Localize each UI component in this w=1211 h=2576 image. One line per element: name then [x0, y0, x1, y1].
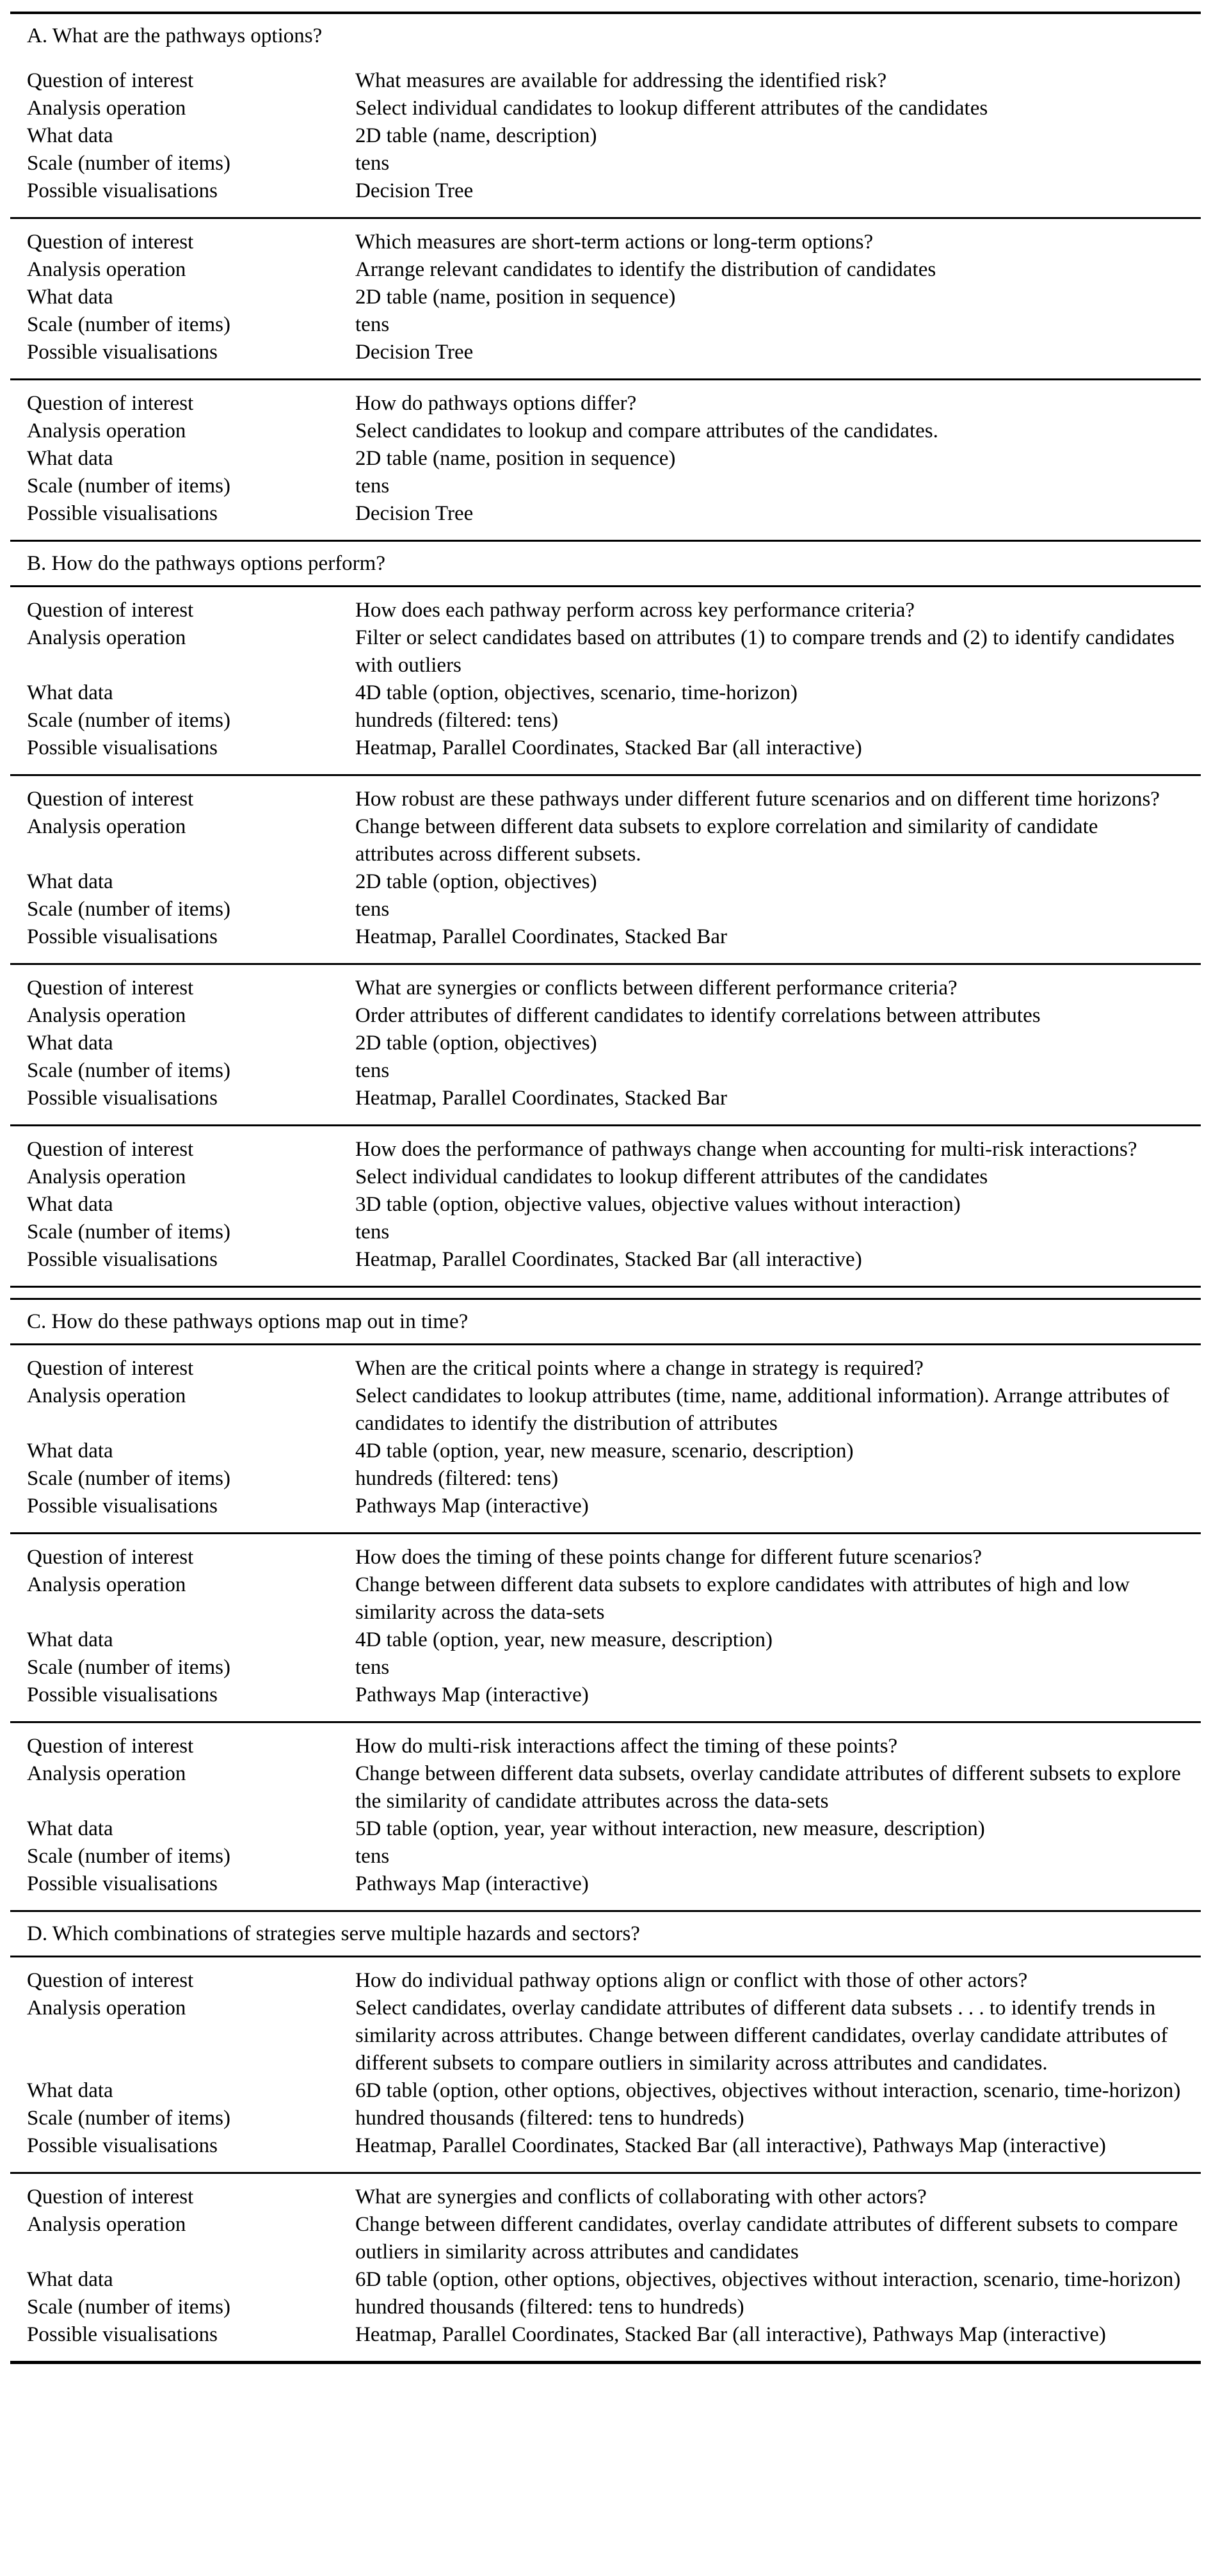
table-row-question-of-interest: [27, 975, 1184, 1002]
row-label-analysis-operation: Analysis operation: [27, 258, 186, 281]
table-row-possible-visualisations: [27, 923, 1184, 951]
task-block: [10, 1124, 1201, 1286]
row-value-scale-number-of-items: tens: [355, 313, 390, 336]
row-value-analysis-operation: Change between different candidates, overlay candidate attributes of different subsets to compare outliers in similarity across attributes and candidates: [355, 2213, 1178, 2264]
table-row-scale-number-of-items: [27, 473, 1184, 500]
row-label-what-data: What data: [27, 681, 113, 704]
row-value-possible-visualisations: Pathways Map (interactive): [355, 1495, 589, 1518]
row-value-what-data: 2D table (option, objectives): [355, 1032, 597, 1055]
table-row-scale-number-of-items: [27, 1654, 1184, 1681]
row-label-what-data: What data: [27, 1193, 113, 1216]
table-row-scale-number-of-items: [27, 1057, 1184, 1085]
row-label-possible-visualisations: Possible visualisations: [27, 2323, 218, 2346]
table-row-possible-visualisations: [27, 339, 1184, 366]
row-label-possible-visualisations: Possible visualisations: [27, 1248, 218, 1271]
table-row-what-data: [27, 2077, 1184, 2105]
row-value-scale-number-of-items: tens: [355, 152, 390, 175]
row-value-what-data: 3D table (option, objective values, objective values without interaction): [355, 1193, 961, 1216]
task-block: [10, 378, 1201, 540]
row-value-analysis-operation: Filter or select candidates based on attributes (1) to compare trends and (2) to identify candidates with outliers: [355, 626, 1175, 677]
table-row-scale-number-of-items: [27, 1219, 1184, 1246]
table-row-what-data: [27, 679, 1184, 707]
table-row-question-of-interest: [27, 1355, 1184, 1382]
row-label-what-data: What data: [27, 447, 113, 470]
row-label-what-data: What data: [27, 1817, 113, 1840]
row-value-scale-number-of-items: tens: [355, 474, 390, 498]
row-label-what-data: What data: [27, 870, 113, 893]
row-value-what-data: 2D table (name, position in sequence): [355, 286, 676, 309]
table-row-possible-visualisations: [27, 1870, 1184, 1898]
table-row-question-of-interest: [27, 1136, 1184, 1163]
table-row-what-data: [27, 1030, 1184, 1057]
row-label-analysis-operation: Analysis operation: [27, 1004, 186, 1027]
row-value-question-of-interest: How robust are these pathways under different future scenarios and on different time horizons?: [355, 788, 1160, 811]
row-value-scale-number-of-items: hundreds (filtered: tens): [355, 1467, 559, 1490]
row-label-question-of-interest: Question of interest: [27, 1546, 194, 1569]
row-label-analysis-operation: Analysis operation: [27, 1165, 186, 1188]
task-block: [10, 963, 1201, 1124]
row-value-what-data: 2D table (option, objectives): [355, 870, 597, 893]
table-row-analysis-operation: [27, 624, 1184, 679]
task-block: [10, 587, 1201, 774]
row-value-scale-number-of-items: hundreds (filtered: tens): [355, 709, 559, 732]
task-block: [10, 1345, 1201, 1532]
row-value-question-of-interest: How do multi-risk interactions affect the timing of these points?: [355, 1735, 898, 1758]
table-row-question-of-interest: [27, 1967, 1184, 1995]
row-value-analysis-operation: Change between different data subsets to explore candidates with attributes of high and low similarity across the data-sets: [355, 1573, 1130, 1624]
table-row-question-of-interest: [27, 597, 1184, 624]
row-label-possible-visualisations: Possible visualisations: [27, 502, 218, 525]
table-row-what-data: [27, 1626, 1184, 1654]
row-label-analysis-operation: Analysis operation: [27, 419, 186, 442]
row-label-question-of-interest: Question of interest: [27, 788, 194, 811]
table-row-analysis-operation: [27, 95, 1184, 122]
section-header-a: A. What are the pathways options?: [27, 24, 323, 47]
row-value-analysis-operation: Select candidates to lookup and compare attributes of the candidates.: [355, 419, 938, 442]
table-row-question-of-interest: [27, 786, 1184, 813]
table-row-possible-visualisations: [27, 1246, 1184, 1274]
row-label-possible-visualisations: Possible visualisations: [27, 925, 218, 948]
table-row-scale-number-of-items: [27, 311, 1184, 339]
table-row-possible-visualisations: [27, 734, 1184, 762]
table-row-question-of-interest: [27, 1733, 1184, 1760]
row-label-possible-visualisations: Possible visualisations: [27, 1872, 218, 1895]
table-row-what-data: [27, 122, 1184, 150]
row-label-analysis-operation: Analysis operation: [27, 2213, 186, 2236]
table-row-question-of-interest: [27, 2183, 1184, 2211]
row-value-possible-visualisations: Pathways Map (interactive): [355, 1683, 589, 1706]
row-label-possible-visualisations: Possible visualisations: [27, 1495, 218, 1518]
row-value-possible-visualisations: Decision Tree: [355, 179, 474, 202]
table-row-analysis-operation: [27, 813, 1184, 868]
row-label-question-of-interest: Question of interest: [27, 2185, 194, 2208]
row-value-analysis-operation: Select candidates to lookup attributes (time, name, additional information). Arrange attributes of candidates to identify the distribution of attributes: [355, 1384, 1169, 1435]
table-row-analysis-operation: [27, 1760, 1184, 1815]
section-header-d: D. Which combinations of strategies serve multiple hazards and sectors?: [10, 1912, 1201, 1957]
row-value-possible-visualisations: Heatmap, Parallel Coordinates, Stacked Bar (all interactive): [355, 736, 862, 759]
table-row-question-of-interest: [27, 1544, 1184, 1571]
row-value-question-of-interest: When are the critical points where a change in strategy is required?: [355, 1357, 924, 1380]
row-label-scale-number-of-items: Scale (number of items): [27, 152, 230, 175]
row-label-scale-number-of-items: Scale (number of items): [27, 898, 230, 921]
table-row-what-data: [27, 1438, 1184, 1465]
section-b: [10, 542, 1201, 1288]
table-row-question-of-interest: [27, 229, 1184, 256]
table-row-scale-number-of-items: [27, 2294, 1184, 2321]
row-label-what-data: What data: [27, 1032, 113, 1055]
table-row-analysis-operation: [27, 417, 1184, 445]
row-label-question-of-interest: Question of interest: [27, 1969, 194, 1992]
row-label-analysis-operation: Analysis operation: [27, 1384, 186, 1407]
task-block: [10, 1957, 1201, 2172]
section-d: [10, 1912, 1201, 2364]
row-value-possible-visualisations: Pathways Map (interactive): [355, 1872, 589, 1895]
row-label-what-data: What data: [27, 1439, 113, 1462]
row-value-what-data: 4D table (option, objectives, scenario, time-horizon): [355, 681, 798, 704]
table-row-analysis-operation: [27, 1995, 1184, 2077]
task-block: [10, 58, 1201, 217]
row-label-question-of-interest: Question of interest: [27, 392, 194, 415]
row-value-scale-number-of-items: tens: [355, 1220, 390, 1243]
task-block: [10, 1532, 1201, 1721]
table-row-possible-visualisations: [27, 500, 1184, 528]
row-value-possible-visualisations: Heatmap, Parallel Coordinates, Stacked Bar (all interactive), Pathways Map (interactive): [355, 2134, 1106, 2157]
table-row-what-data: [27, 284, 1184, 311]
table-row-question-of-interest: [27, 67, 1184, 95]
row-value-question-of-interest: How does the performance of pathways change when accounting for multi-risk interactions?: [355, 1138, 1137, 1161]
row-label-possible-visualisations: Possible visualisations: [27, 179, 218, 202]
row-value-question-of-interest: How do pathways options differ?: [355, 392, 637, 415]
row-value-possible-visualisations: Heatmap, Parallel Coordinates, Stacked Bar: [355, 1087, 727, 1110]
row-label-possible-visualisations: Possible visualisations: [27, 1683, 218, 1706]
row-label-possible-visualisations: Possible visualisations: [27, 341, 218, 364]
table-row-question-of-interest: [27, 390, 1184, 417]
row-label-scale-number-of-items: Scale (number of items): [27, 313, 230, 336]
table-row-analysis-operation: [27, 2211, 1184, 2266]
pathways-requirements-table: [10, 12, 1201, 2364]
task-block: [10, 774, 1201, 963]
table-row-scale-number-of-items: [27, 707, 1184, 734]
table-row-possible-visualisations: [27, 177, 1184, 205]
row-label-what-data: What data: [27, 2268, 113, 2291]
row-value-analysis-operation: Arrange relevant candidates to identify the distribution of candidates: [355, 258, 936, 281]
row-value-question-of-interest: How does the timing of these points change for different future scenarios?: [355, 1546, 982, 1569]
row-label-what-data: What data: [27, 2079, 113, 2102]
table-row-scale-number-of-items: [27, 1843, 1184, 1870]
row-label-scale-number-of-items: Scale (number of items): [27, 1467, 230, 1490]
task-block: [10, 2172, 1201, 2361]
row-label-analysis-operation: Analysis operation: [27, 97, 186, 120]
row-value-analysis-operation: Change between different data subsets to explore correlation and similarity of candidate attributes across different subsets.: [355, 815, 1098, 866]
row-label-what-data: What data: [27, 124, 113, 147]
table-row-what-data: [27, 2266, 1184, 2294]
row-value-possible-visualisations: Heatmap, Parallel Coordinates, Stacked Bar (all interactive), Pathways Map (interactive): [355, 2323, 1106, 2346]
table-row-scale-number-of-items: [27, 2105, 1184, 2132]
row-value-what-data: 6D table (option, other options, objectives, objectives without interaction, scenario, time-horizon): [355, 2268, 1181, 2291]
row-value-question-of-interest: What measures are available for addressing the identified risk?: [355, 69, 887, 92]
row-value-scale-number-of-items: tens: [355, 1059, 390, 1082]
row-label-scale-number-of-items: Scale (number of items): [27, 2107, 230, 2130]
table-row-possible-visualisations: [27, 2132, 1184, 2160]
row-value-question-of-interest: What are synergies and conflicts of collaborating with other actors?: [355, 2185, 927, 2208]
row-label-possible-visualisations: Possible visualisations: [27, 2134, 218, 2157]
row-label-question-of-interest: Question of interest: [27, 1735, 194, 1758]
task-block: [10, 217, 1201, 378]
row-value-scale-number-of-items: tens: [355, 1845, 390, 1868]
row-label-scale-number-of-items: Scale (number of items): [27, 474, 230, 498]
table-row-analysis-operation: [27, 1163, 1184, 1191]
row-value-what-data: 4D table (option, year, new measure, description): [355, 1628, 773, 1651]
section-header-c: C. How do these pathways options map out in time?: [10, 1300, 1201, 1345]
table-row-analysis-operation: [27, 256, 1184, 284]
row-value-analysis-operation: Select individual candidates to lookup different attributes of the candidates: [355, 97, 988, 120]
task-block: [10, 1721, 1201, 1910]
row-value-what-data: 5D table (option, year, year without interaction, new measure, description): [355, 1817, 985, 1840]
table-row-possible-visualisations: [27, 1493, 1184, 1520]
row-label-question-of-interest: Question of interest: [27, 231, 194, 254]
row-label-question-of-interest: Question of interest: [27, 1138, 194, 1161]
table-row-analysis-operation: [27, 1571, 1184, 1626]
row-value-what-data: 2D table (name, description): [355, 124, 597, 147]
table-row-what-data: [27, 445, 1184, 473]
row-value-possible-visualisations: Decision Tree: [355, 341, 474, 364]
table-row-possible-visualisations: [27, 2321, 1184, 2349]
row-value-question-of-interest: How do individual pathway options align or conflict with those of other actors?: [355, 1969, 1028, 1992]
row-value-possible-visualisations: Heatmap, Parallel Coordinates, Stacked Bar (all interactive): [355, 1248, 862, 1271]
table-row-what-data: [27, 1191, 1184, 1219]
table-row-what-data: [27, 1815, 1184, 1843]
row-value-analysis-operation: Select candidates, overlay candidate attributes of different data subsets . . . to identify trends in similarity across attributes. Change between different candidates, overlay candidate attributes of different subsets to compare outliers in similarity across attributes and candidates.: [355, 1997, 1168, 2075]
table-row-possible-visualisations: [27, 1681, 1184, 1709]
section-header-b: B. How do the pathways options perform?: [10, 542, 1201, 587]
row-label-analysis-operation: Analysis operation: [27, 1762, 186, 1785]
table-row-scale-number-of-items: [27, 1465, 1184, 1493]
row-label-question-of-interest: Question of interest: [27, 976, 194, 1000]
section-a: [10, 14, 1201, 542]
row-value-scale-number-of-items: tens: [355, 1656, 390, 1679]
row-value-question-of-interest: What are synergies or conflicts between different performance criteria?: [355, 976, 958, 1000]
row-value-question-of-interest: How does each pathway perform across key performance criteria?: [355, 599, 915, 622]
section-c: [10, 1298, 1201, 1912]
row-value-scale-number-of-items: hundred thousands (filtered: tens to hundreds): [355, 2296, 744, 2319]
row-value-what-data: 2D table (name, position in sequence): [355, 447, 676, 470]
row-label-scale-number-of-items: Scale (number of items): [27, 1059, 230, 1082]
table-row-possible-visualisations: [27, 1085, 1184, 1112]
row-label-scale-number-of-items: Scale (number of items): [27, 1656, 230, 1679]
row-value-scale-number-of-items: hundred thousands (filtered: tens to hundreds): [355, 2107, 744, 2130]
row-value-scale-number-of-items: tens: [355, 898, 390, 921]
row-label-possible-visualisations: Possible visualisations: [27, 1087, 218, 1110]
row-value-what-data: 6D table (option, other options, objectives, objectives without interaction, scenario, time-horizon): [355, 2079, 1181, 2102]
row-label-what-data: What data: [27, 1628, 113, 1651]
row-value-analysis-operation: Select individual candidates to lookup different attributes of the candidates: [355, 1165, 988, 1188]
table-row-scale-number-of-items: [27, 150, 1184, 177]
table-row-scale-number-of-items: [27, 896, 1184, 923]
row-label-scale-number-of-items: Scale (number of items): [27, 709, 230, 732]
row-label-question-of-interest: Question of interest: [27, 1357, 194, 1380]
row-value-question-of-interest: Which measures are short-term actions or long-term options?: [355, 231, 874, 254]
row-value-analysis-operation: Order attributes of different candidates to identify correlations between attributes: [355, 1004, 1041, 1027]
table-row-analysis-operation: [27, 1382, 1184, 1438]
row-label-scale-number-of-items: Scale (number of items): [27, 1845, 230, 1868]
row-label-question-of-interest: Question of interest: [27, 599, 194, 622]
row-value-what-data: 4D table (option, year, new measure, scenario, description): [355, 1439, 854, 1462]
row-label-possible-visualisations: Possible visualisations: [27, 736, 218, 759]
row-value-possible-visualisations: Decision Tree: [355, 502, 474, 525]
row-label-scale-number-of-items: Scale (number of items): [27, 1220, 230, 1243]
row-label-what-data: What data: [27, 286, 113, 309]
row-label-scale-number-of-items: Scale (number of items): [27, 2296, 230, 2319]
row-label-question-of-interest: Question of interest: [27, 69, 194, 92]
row-label-analysis-operation: Analysis operation: [27, 815, 186, 838]
row-label-analysis-operation: Analysis operation: [27, 1573, 186, 1596]
table-row-analysis-operation: [27, 1002, 1184, 1030]
row-value-possible-visualisations: Heatmap, Parallel Coordinates, Stacked Bar: [355, 925, 727, 948]
row-label-analysis-operation: Analysis operation: [27, 626, 186, 649]
table-row-what-data: [27, 868, 1184, 896]
row-value-analysis-operation: Change between different data subsets, overlay candidate attributes of different subsets to explore the similarity of candidate attributes across the data-sets: [355, 1762, 1181, 1813]
row-label-analysis-operation: Analysis operation: [27, 1997, 186, 2020]
